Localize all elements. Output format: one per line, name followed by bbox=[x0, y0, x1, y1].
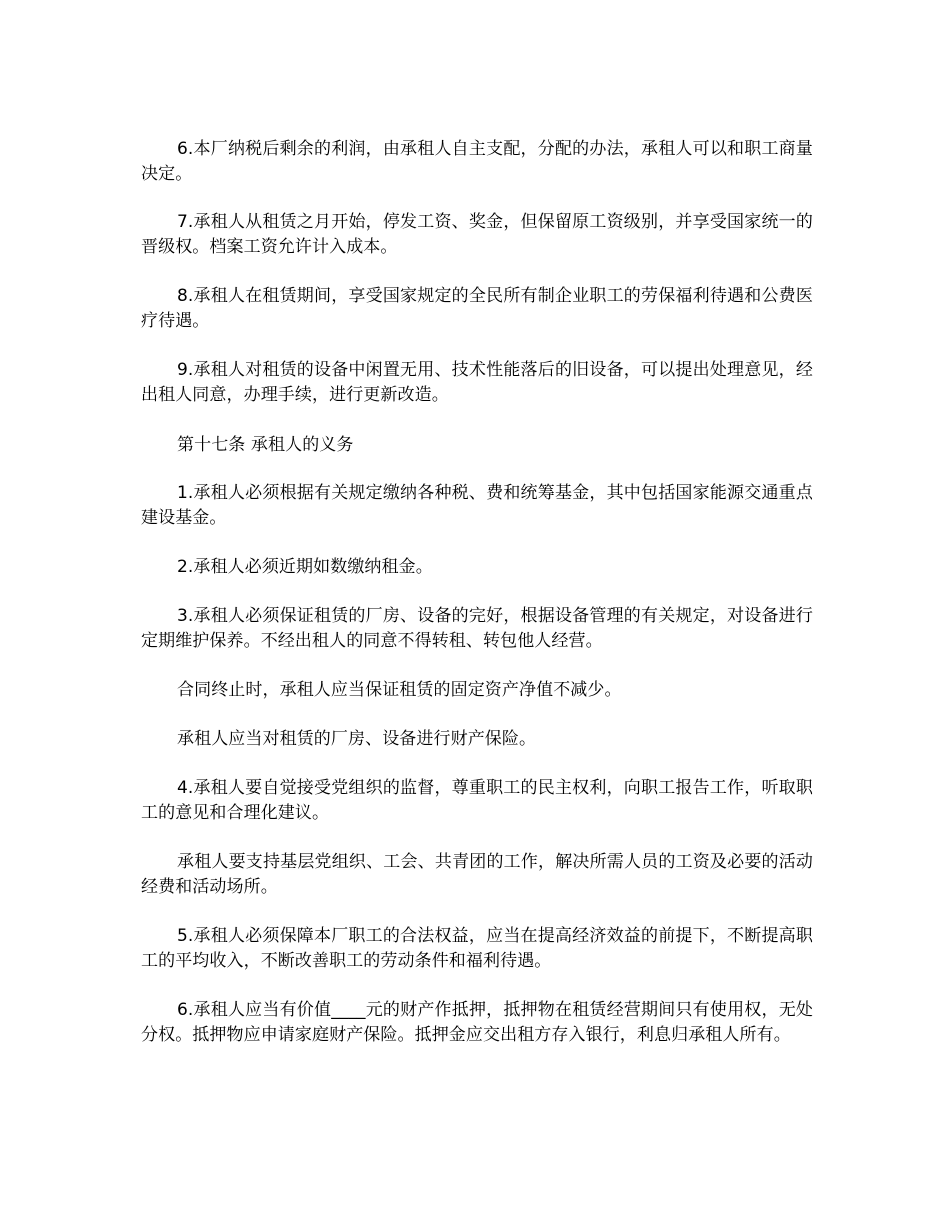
paragraph-article-16-item-6: 6.本厂纳税后剩余的利润，由承租人自主支配，分配的办法，承租人可以和职工商量决定。 bbox=[141, 139, 813, 184]
section-heading-article-17: 第十七条 承租人的义务 bbox=[177, 435, 354, 455]
paragraph-article-17-item-1: 1.承租人必须根据有关规定缴纳各种税、费和统筹基金，其中包括国家能源交通重点建设基金。 bbox=[141, 483, 813, 528]
paragraph-article-16-item-9: 9.承租人对租赁的设备中闲置无用、技术性能落后的旧设备，可以提出处理意见，经出租人同意，办理手续，进行更新改造。 bbox=[141, 360, 813, 405]
paragraph-article-17-item-3: 3.承租人必须保证租赁的厂房、设备的完好，根据设备管理的有关规定，对设备进行定期维护保养。不经出租人的同意不得转租、转包他人经营。 bbox=[141, 606, 813, 651]
paragraph-article-17-item-2: 2.承租人必须近期如数缴纳租金。 bbox=[177, 557, 433, 577]
paragraph-article-17-item-6: 6.承租人应当有价值____元的财产作抵押，抵押物在租赁经营期间只有使用权，无处分权。抵押物应申请家庭财产保险。抵押金应交出租方存入银行，利息归承租人所有。 bbox=[141, 1000, 813, 1045]
paragraph-property-insurance: 承租人应当对租赁的厂房、设备进行财产保险。 bbox=[177, 729, 537, 749]
paragraph-article-16-item-8: 8.承租人在租赁期间，享受国家规定的全民所有制企业职工的劳保福利待遇和公费医疗待遇。 bbox=[141, 286, 813, 331]
paragraph-article-17-item-4: 4.承租人要自觉接受党组织的监督，尊重职工的民主权利，向职工报告工作，听取职工的意见和合理化建议。 bbox=[141, 778, 813, 823]
paragraph-support-organizations: 承租人要支持基层党组织、工会、共青团的工作，解决所需人员的工资及必要的活动经费和活动场所。 bbox=[141, 852, 813, 897]
paragraph-article-17-item-5: 5.承租人必须保障本厂职工的合法权益，应当在提高经济效益的前提下，不断提高职工的平均收入，不断改善职工的劳动条件和福利待遇。 bbox=[141, 926, 813, 971]
paragraph-article-16-item-7: 7.承租人从租赁之月开始，停发工资、奖金，但保留原工资级别，并享受国家统一的晋级权。档案工资允许计入成本。 bbox=[141, 212, 813, 257]
paragraph-contract-termination: 合同终止时，承租人应当保证租赁的固定资产净值不减少。 bbox=[177, 680, 622, 700]
